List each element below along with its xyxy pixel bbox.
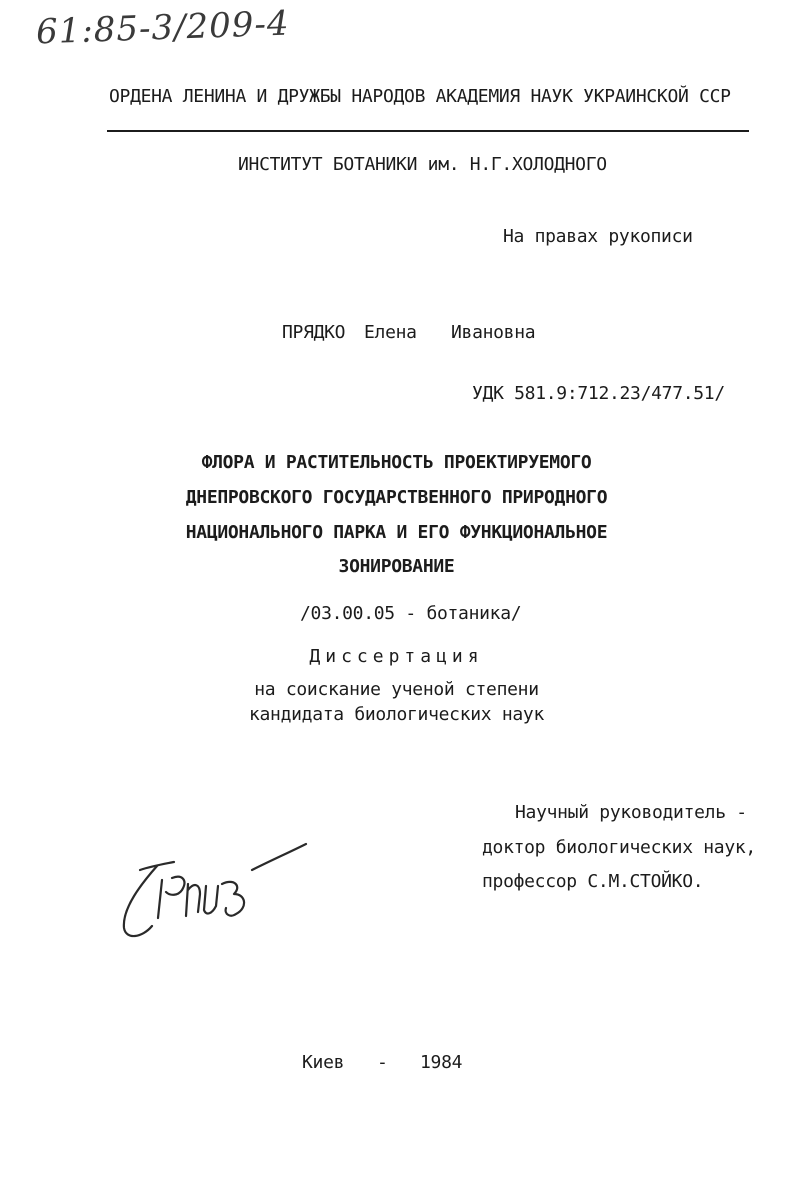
supervisor-line: доктор биологических наук, <box>482 837 756 858</box>
institute-heading: ИНСТИТУТ БОТАНИКИ им. Н.Г.ХОЛОДНОГО <box>238 154 607 175</box>
udc-code: УДК 581.9:712.23/477.51/ <box>472 383 725 404</box>
title-line: ФЛОРА И РАСТИТЕЛЬНОСТЬ ПРОЕКТИРУЕМОГО <box>201 452 592 473</box>
specialty-code: /03.00.05 - ботаника/ <box>300 603 522 624</box>
signature-stroke <box>186 884 200 916</box>
supervisor-line: Научный руководитель - <box>515 802 747 823</box>
handwritten-signature <box>112 828 312 948</box>
degree-line: на соискание ученой степени <box>254 679 539 700</box>
signature-stroke <box>204 886 218 913</box>
signature-stroke <box>252 844 306 870</box>
signature-stroke <box>140 862 174 870</box>
title-line: НАЦИОНАЛЬНОГО ПАРКА И ЕГО ФУНКЦИОНАЛЬНОЕ <box>185 522 608 543</box>
degree-line: кандидата биологических наук <box>248 704 545 725</box>
signature-stroke <box>222 882 244 916</box>
organization-heading: ОРДЕНА ЛЕНИНА И ДРУЖБЫ НАРОДОВ АКАДЕМИЯ НАУК УКРАИНСКОЙ ССР <box>109 86 731 107</box>
work-type: Диссертация <box>309 646 484 667</box>
signature-stroke <box>166 877 184 895</box>
header-divider <box>107 130 749 132</box>
handwritten-archive-code: 61:85-3/209-4 <box>35 3 291 53</box>
title-line: ЗОНИРОВАНИЕ <box>338 556 455 577</box>
author-surname: ПРЯДКО <box>282 322 346 343</box>
supervisor-line: профессор С.М.СТОЙКО. <box>482 871 704 892</box>
signature-stroke <box>158 880 162 918</box>
manuscript-note: На правах рукописи <box>503 226 693 247</box>
author-patronymic: Ивановна <box>451 322 536 343</box>
footer-city: Киев <box>302 1052 345 1073</box>
author-first-name: Елена <box>364 322 417 343</box>
footer-year: 1984 <box>420 1052 463 1073</box>
title-line: ДНЕПРОВСКОГО ГОСУДАРСТВЕННОГО ПРИРОДНОГО <box>185 487 608 508</box>
footer-dash: - <box>377 1052 388 1073</box>
signature-stroke <box>124 866 157 936</box>
